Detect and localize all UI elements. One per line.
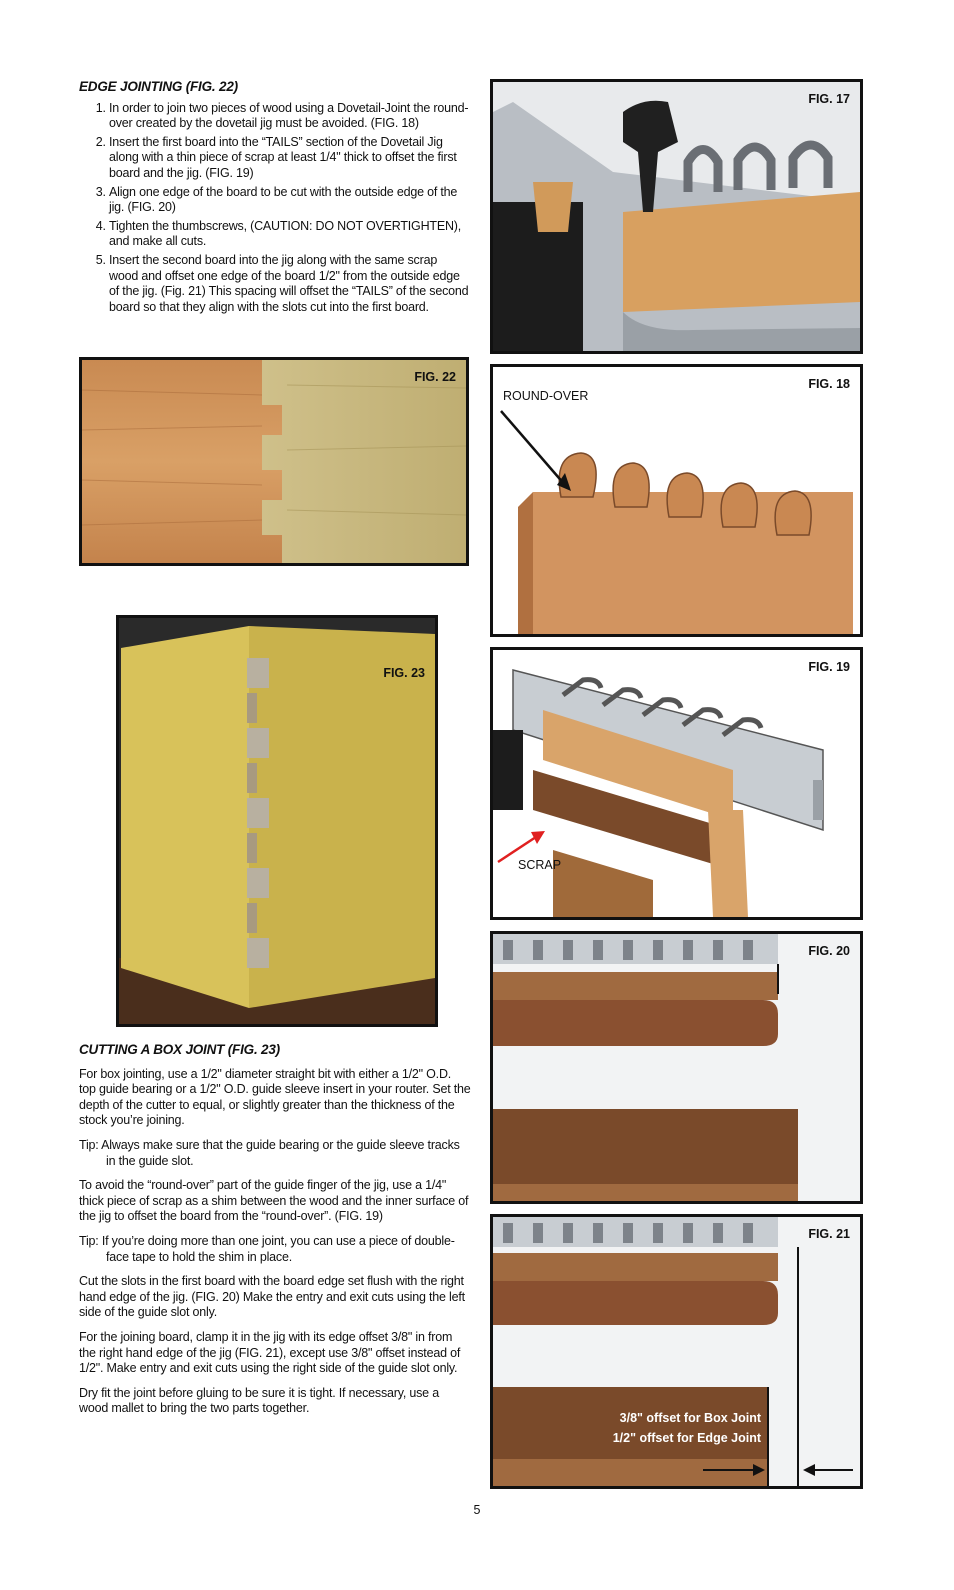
- fig21-label: FIG. 21: [808, 1227, 850, 1241]
- box-joint-paragraph-3: Cut the slots in the first board with the board edge set flush with the right hand edge of the jig. (FIG. 20) Make the entry and exit cuts using the left side of the guide slot only.: [79, 1274, 465, 1320]
- box-joint-paragraph-5: Dry fit the joint before gluing to be sure it is tight. If necessary, use a wood mallet to bring the two parts together.: [79, 1385, 439, 1416]
- box-joint-tip-2: Tip: If you’re doing more than one joint, you can use a piece of double-face tape to hold the shim in place.: [79, 1233, 455, 1264]
- figure-18: [490, 364, 863, 637]
- figure-17: [490, 79, 863, 354]
- fig19-label: FIG. 19: [808, 660, 850, 674]
- box-joint-tip-1: Tip: Always make sure that the guide bearing or the guide sleeve tracks in the guide slot.: [79, 1137, 460, 1168]
- fig20-flush-edge-image: [493, 934, 860, 1201]
- fig21-offset-image: [493, 1217, 860, 1486]
- box-joint-paragraph-1: For box jointing, use a 1/2" diameter straight bit with either a 1/2" O.D. top guide bearing or a 1/2" O.D. guide sleeve insert in your router. Set the depth of the cutter to equal, or slightly greater than the thickness of the stock you’re joining.: [79, 1066, 471, 1128]
- box-joint-paragraph-2: To avoid the “round-over” part of the guide finger of the jig, use a 1/4" thick piece of scrap as a shim between the wood and the inner surface of the jig to offset the board from the “round-over”. (FIG. 19): [79, 1178, 469, 1224]
- fig22-wood-joint-image: [82, 360, 466, 563]
- fig18-label: FIG. 18: [808, 377, 850, 391]
- figure-23: [116, 615, 438, 1027]
- fig20-label: FIG. 20: [808, 944, 850, 958]
- edge-joint-offset-note: 1/2" offset for Edge Joint: [612, 1431, 761, 1445]
- page-number: 5: [473, 1503, 481, 1517]
- fig18-roundover-image: [493, 367, 860, 634]
- fig23-label: FIG. 23: [383, 666, 425, 680]
- fig17-jig-image: [493, 82, 860, 351]
- box-joint-paragraph-4: For the joining board, clamp it in the jig with its edge offset 3/8" in from the right hand edge of the jig (FIG. 21), except use 3/8" offset instead of 1/2". Make entry and exit cuts using the right side of the guide slot only.: [79, 1329, 461, 1376]
- box-joint-offset-note: 3/8" offset for Box Joint: [619, 1411, 761, 1425]
- figure-22: [79, 357, 469, 566]
- step-3: 3. Align one edge of the board to be cut with the outside edge of the jig. (FIG. 20): [109, 185, 469, 216]
- edge-jointing-section: [79, 79, 469, 318]
- edge-jointing-steps: [79, 101, 469, 316]
- box-joint-section: [79, 1042, 471, 1426]
- step-2: 2. Insert the first board into the “TAILS” section of the Dovetail Jig along with a thin piece of scrap at least 1/4" thick to offset the first board and the jig. (FIG. 19): [109, 135, 469, 182]
- edge-jointing-heading: EDGE JOINTING (FIG. 22): [79, 79, 238, 94]
- figure-20: [490, 931, 863, 1204]
- step-4: 4. Tighten the thumbscrews, (CAUTION: DO NOT OVERTIGHTEN), and make all cuts.: [109, 219, 469, 250]
- figure-19: [490, 647, 863, 920]
- fig22-label: FIG. 22: [414, 370, 456, 384]
- step-1: 1. In order to join two pieces of wood using a Dovetail-Joint the round-over created by the dovetail jig must be avoided. (FIG. 18): [109, 101, 469, 132]
- scrap-callout: SCRAP: [518, 858, 562, 872]
- figure-21: [490, 1214, 863, 1489]
- step-5: 5. Insert the second board into the jig along with the same scrap wood and offset one edge of the board 1/2" from the outside edge of the jig. (Fig. 21) This spacing will offset the “TAILS” of the second board so that they align with the slots cut into the first board.: [109, 253, 469, 315]
- fig19-scrap-shim-image: [493, 650, 860, 917]
- fig17-label: FIG. 17: [808, 92, 850, 106]
- roundover-callout: ROUND-OVER: [503, 389, 589, 403]
- box-joint-heading: CUTTING A BOX JOINT (FIG. 23): [79, 1042, 280, 1057]
